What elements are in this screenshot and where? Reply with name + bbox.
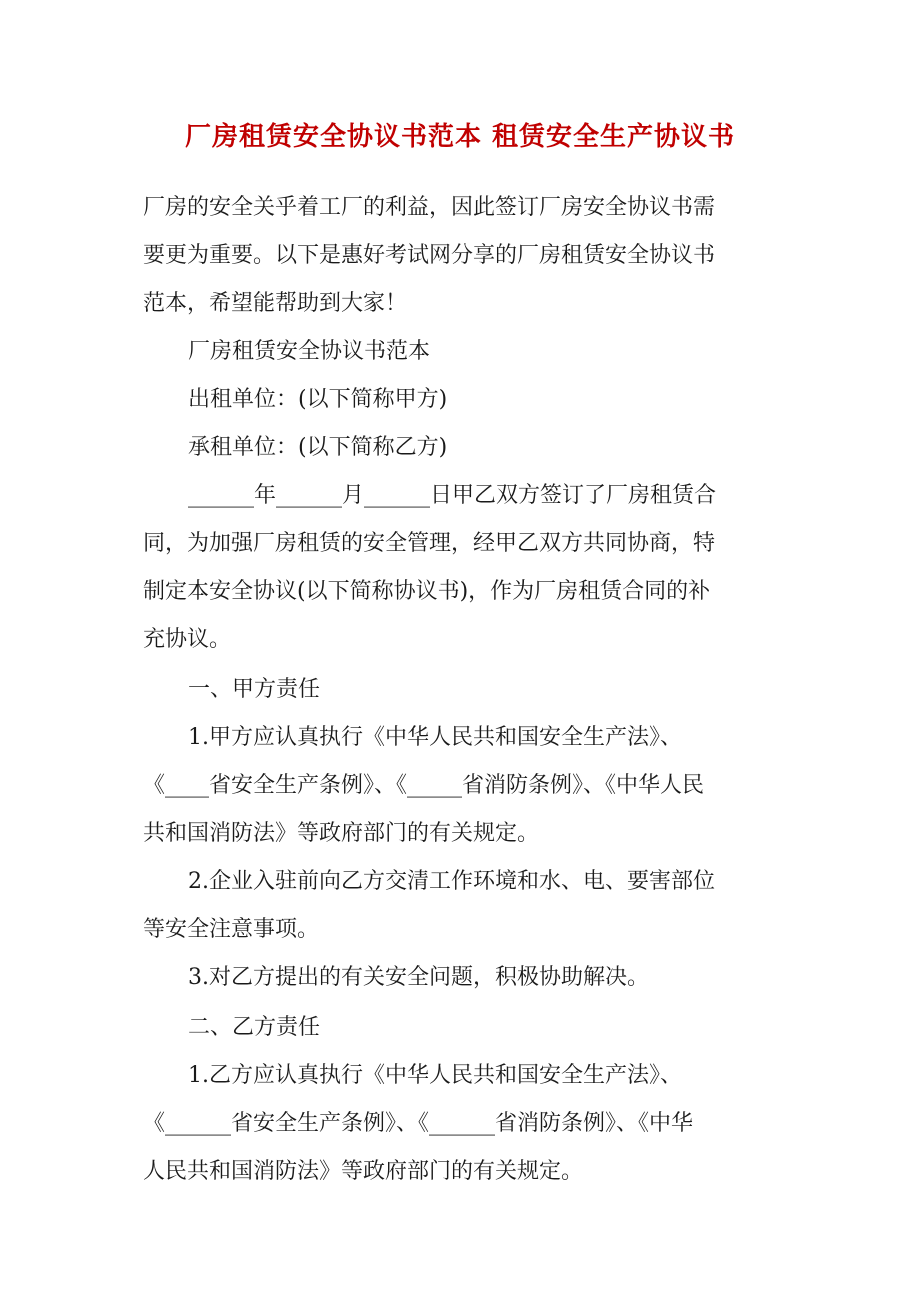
section-b-item1-line-3: 人民共和国消防法》等政府部门的有关规定。 (143, 1159, 584, 1184)
section-a-item2-line-2: 等安全注意事项。 (143, 917, 320, 942)
section-a-item1-line-1: 1.甲方应认真执行《中华人民共和国安全生产法》、 (188, 725, 682, 750)
agreement-line-4: 充协议。 (143, 627, 232, 652)
intro-line-3: 范本，希望能帮助到大家！ (143, 291, 408, 316)
section-a-item2-line-1: 2.企业入驻前向乙方交清工作环境和水、电、要害部位 (188, 869, 715, 894)
intro-line-1: 厂房的安全关乎着工厂的利益，因此签订厂房安全协议书需 (143, 195, 716, 220)
section-a-item1-line-3: 共和国消防法》等政府部门的有关规定。 (143, 821, 540, 846)
section-a-item3: 3.对乙方提出的有关安全问题，积极协助解决。 (188, 965, 649, 990)
section-a-item1-line-2: 《____省安全生产条例》、《_____省消防条例》、《中华人民 (143, 773, 705, 798)
agreement-line-1: ______年______月______日甲乙双方签订了厂房租赁合 (188, 483, 717, 508)
lessor-line: 出租单位：(以下简称甲方) (188, 387, 448, 412)
intro-line-2: 要更为重要。以下是惠好考试网分享的厂房租赁安全协议书 (143, 243, 716, 268)
lessee-line: 承租单位：(以下简称乙方) (188, 435, 448, 460)
section-a-heading: 一、甲方责任 (188, 677, 321, 702)
subtitle: 厂房租赁安全协议书范本 (188, 339, 431, 364)
agreement-line-3: 制定本安全协议(以下简称协议书)，作为厂房租赁合同的补 (143, 579, 711, 604)
agreement-line-2: 同，为加强厂房租赁的安全管理，经甲乙双方共同协商，特 (143, 531, 716, 556)
document-title: 厂房租赁安全协议书范本 租赁安全生产协议书 (184, 122, 736, 152)
section-b-heading: 二、乙方责任 (188, 1015, 321, 1040)
section-b-item1-line-1: 1.乙方应认真执行《中华人民共和国安全生产法》、 (188, 1063, 682, 1088)
section-b-item1-line-2: 《______省安全生产条例》、《______省消防条例》、《中华 (143, 1111, 694, 1136)
